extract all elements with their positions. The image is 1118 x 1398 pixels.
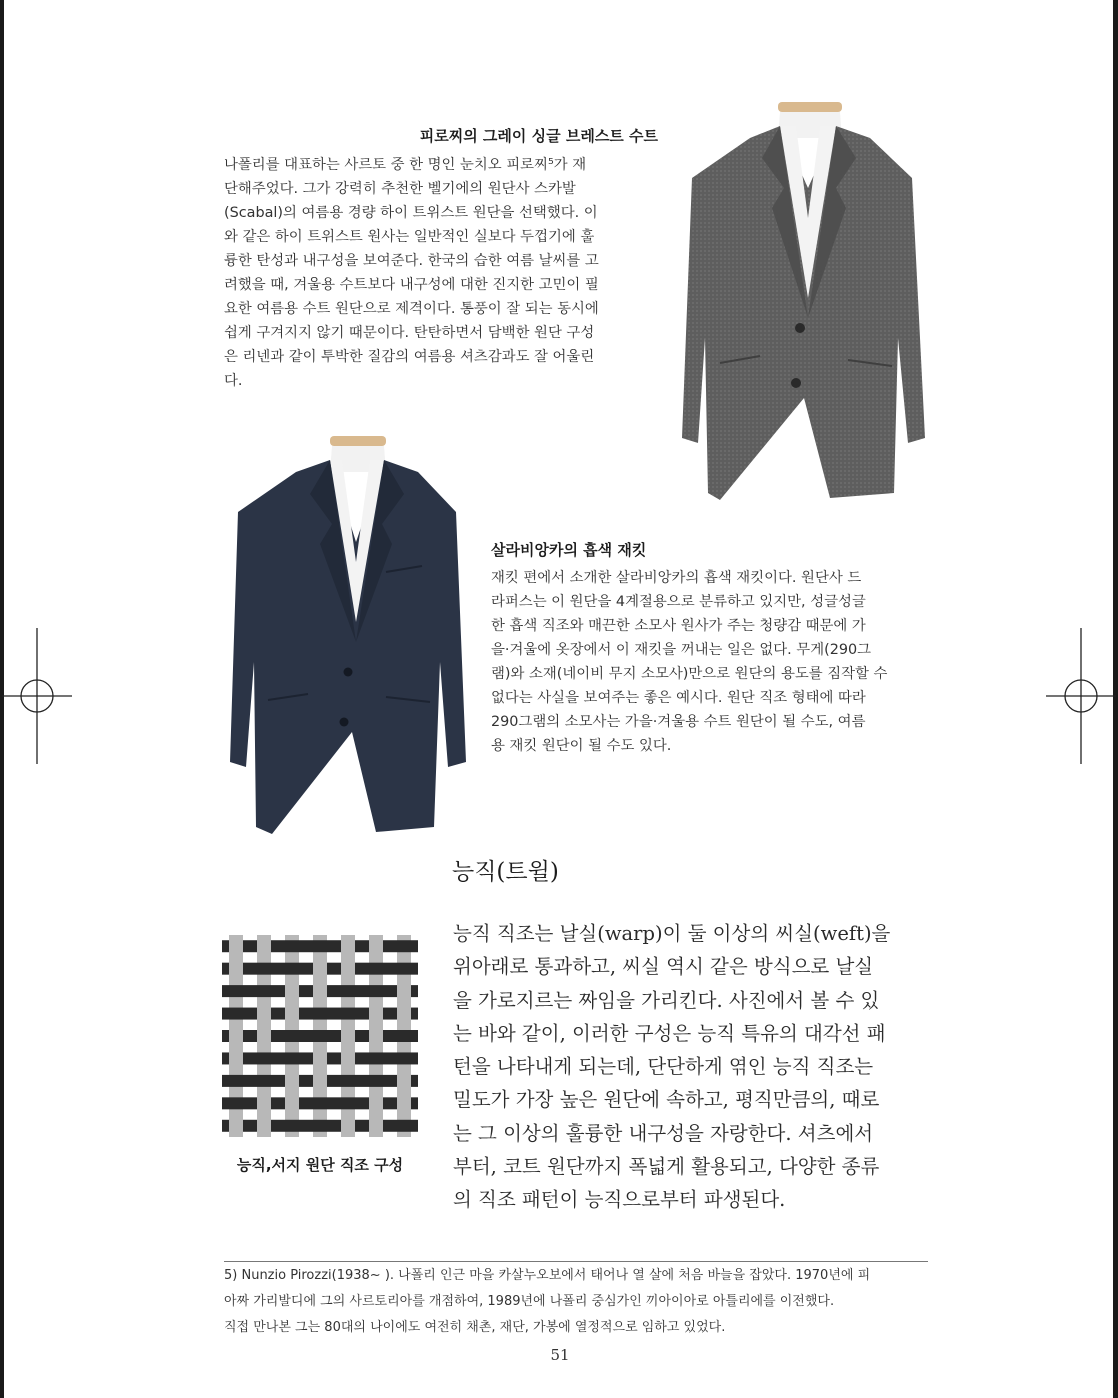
weft-crossing bbox=[397, 940, 411, 952]
twill-description bbox=[453, 917, 928, 1217]
weft-crossing bbox=[369, 985, 383, 997]
twill-weave-diagram bbox=[222, 935, 418, 1141]
weft-crossing bbox=[229, 1075, 243, 1087]
registration-mark-left-icon bbox=[2, 628, 72, 764]
text-line: 의 직조 패턴이 능직으로부터 파생된다. bbox=[453, 1188, 786, 1212]
suit1-title: 피로찌의 그레이 싱글 브레스트 수트 bbox=[419, 127, 658, 145]
text-line: 재킷 편에서 소개한 살라비앙카의 흡색 재킷이다. 원단사 드 bbox=[491, 570, 862, 586]
text-line: 아짜 가리발디에 그의 사르토리아를 개점하여, 1989년에 나폴리 중심가인 끼아이아로 아틀리에를 이전했다. bbox=[224, 1294, 835, 1309]
jacket2-description bbox=[491, 566, 927, 758]
navy-jacket-photo bbox=[226, 432, 472, 846]
weft-crossing bbox=[397, 1120, 411, 1132]
footnote bbox=[224, 1263, 936, 1341]
text-line: 요한 여름용 수트 원단으로 제격이다. 통풍이 잘 되는 동시에 bbox=[224, 301, 599, 317]
weft-crossing bbox=[285, 940, 299, 952]
text-line: 한 흡색 직조와 매끈한 소모사 원사가 주는 청량감 때문에 가 bbox=[491, 618, 866, 634]
weft-crossing bbox=[313, 1030, 327, 1042]
weft-crossing bbox=[257, 1075, 271, 1087]
weft-crossing bbox=[369, 1075, 383, 1087]
text-line: 쉽게 구겨지지 않기 때문이다. 탄탄하면서 담백한 원단 구성 bbox=[224, 325, 595, 341]
text-line: 위아래로 통과하고, 씨실 역시 같은 방식으로 날실 bbox=[453, 955, 874, 979]
weft-crossing bbox=[285, 1030, 299, 1042]
text-line: 직접 만나본 그는 80대의 나이에도 여전히 채촌, 재단, 가봉에 열정적으로 임하고 있었다. bbox=[224, 1320, 726, 1335]
weft-crossing bbox=[341, 1075, 355, 1087]
weft-crossing bbox=[229, 985, 243, 997]
footnote-divider bbox=[224, 1261, 928, 1262]
weft-crossing bbox=[313, 1120, 327, 1132]
weft-crossing bbox=[257, 985, 271, 997]
weft-crossing bbox=[313, 1097, 327, 1109]
weft-crossing bbox=[285, 1052, 299, 1064]
text-line: 없다는 사실을 보여주는 좋은 예시다. 원단 직조 형태에 따라 bbox=[491, 690, 866, 706]
weft-crossing bbox=[397, 1052, 411, 1064]
text-line: 라퍼스는 이 원단을 4계절용으로 분류하고 있지만, 성글성글 bbox=[491, 594, 866, 610]
text-line: 밀도가 가장 높은 원단에 속하고, 평직만큼의, 때로 bbox=[453, 1088, 880, 1112]
text-line: 부터, 코트 원단까지 폭넓게 활용되고, 다양한 종류 bbox=[453, 1155, 880, 1179]
text-line: 턴을 나타내게 되는데, 단단하게 엮인 능직 직조는 bbox=[453, 1055, 874, 1079]
text-line: 램)와 소재(네이비 무지 소모사)만으로 원단의 용도를 짐작할 수 bbox=[491, 666, 888, 682]
text-line: 다. bbox=[224, 373, 243, 389]
text-line: 을 가로지르는 짜임을 가리킨다. 사진에서 볼 수 있 bbox=[453, 988, 880, 1012]
text-line: 륭한 탄성과 내구성을 보여준다. 한국의 습한 여름 날씨를 고 bbox=[224, 253, 599, 269]
text-line: 는 바와 같이, 이러한 구성은 능직 특유의 대각선 패 bbox=[453, 1021, 886, 1045]
text-line: 용 재킷 원단이 될 수도 있다. bbox=[491, 738, 672, 754]
weft-crossing bbox=[397, 1030, 411, 1042]
section-heading: 능직(트윌) bbox=[452, 859, 559, 885]
weft-crossing bbox=[285, 1120, 299, 1132]
text-line: 는 그 이상의 훌륭한 내구성을 자랑한다. 셔츠에서 bbox=[453, 1121, 874, 1145]
weft-crossing bbox=[369, 963, 383, 975]
text-line: (Scabal)의 여름용 경량 하이 트위스트 원단을 선택했다. 이 bbox=[224, 205, 598, 221]
text-line: 와 같은 하이 트위스트 원사는 일반적인 실보다 두껍기에 훌 bbox=[224, 229, 595, 245]
suit1-description bbox=[224, 153, 658, 393]
weft-crossing bbox=[341, 985, 355, 997]
text-line: 단해주었다. 그가 강력히 추천한 벨기에의 원단사 스카발 bbox=[224, 181, 576, 197]
text-line: 을·겨울에 옷장에서 이 재킷을 꺼내는 일은 없다. 무게(290그 bbox=[491, 642, 872, 658]
weave-caption: 능직,서지 원단 직조 구성 bbox=[236, 1156, 404, 1174]
text-line: 려했을 때, 겨울용 수트보다 내구성에 대한 진지한 고민이 필 bbox=[224, 277, 599, 293]
weft-crossing bbox=[341, 1097, 355, 1109]
weft-crossing bbox=[397, 963, 411, 975]
weft-crossing bbox=[229, 1008, 243, 1020]
page-number: 51 bbox=[550, 1346, 570, 1364]
weft-crossing bbox=[313, 940, 327, 952]
text-line: 나폴리를 대표하는 사르토 중 한 명인 눈치오 피로찌⁵가 재 bbox=[224, 157, 587, 173]
text-line: 290그램의 소모사는 가을·겨울용 수트 원단이 될 수도, 여름 bbox=[491, 714, 866, 730]
registration-mark-right-icon bbox=[1046, 628, 1116, 764]
text-line: 은 리넨과 같이 투박한 질감의 여름용 셔츠감과도 잘 어울린 bbox=[224, 349, 595, 365]
weft-crossing bbox=[229, 1097, 243, 1109]
weft-crossing bbox=[285, 963, 299, 975]
weft-crossing bbox=[369, 1052, 383, 1064]
text-line: 능직 직조는 날실(warp)이 둘 이상의 씨실(weft)을 bbox=[453, 922, 891, 945]
weft-crossing bbox=[257, 963, 271, 975]
text-line: 5) Nunzio Pirozzi(1938~ ). 나폴리 인근 마을 카살누오보에서 태어나 열 살에 처음 바늘을 잡았다. 1970년에 피 bbox=[224, 1268, 871, 1283]
weft-crossing bbox=[341, 1008, 355, 1020]
weft-crossing bbox=[257, 1052, 271, 1064]
jacket2-title: 살라비앙카의 흡색 재킷 bbox=[491, 541, 647, 559]
weft-crossing bbox=[313, 1008, 327, 1020]
gray-suit-photo bbox=[680, 98, 930, 512]
